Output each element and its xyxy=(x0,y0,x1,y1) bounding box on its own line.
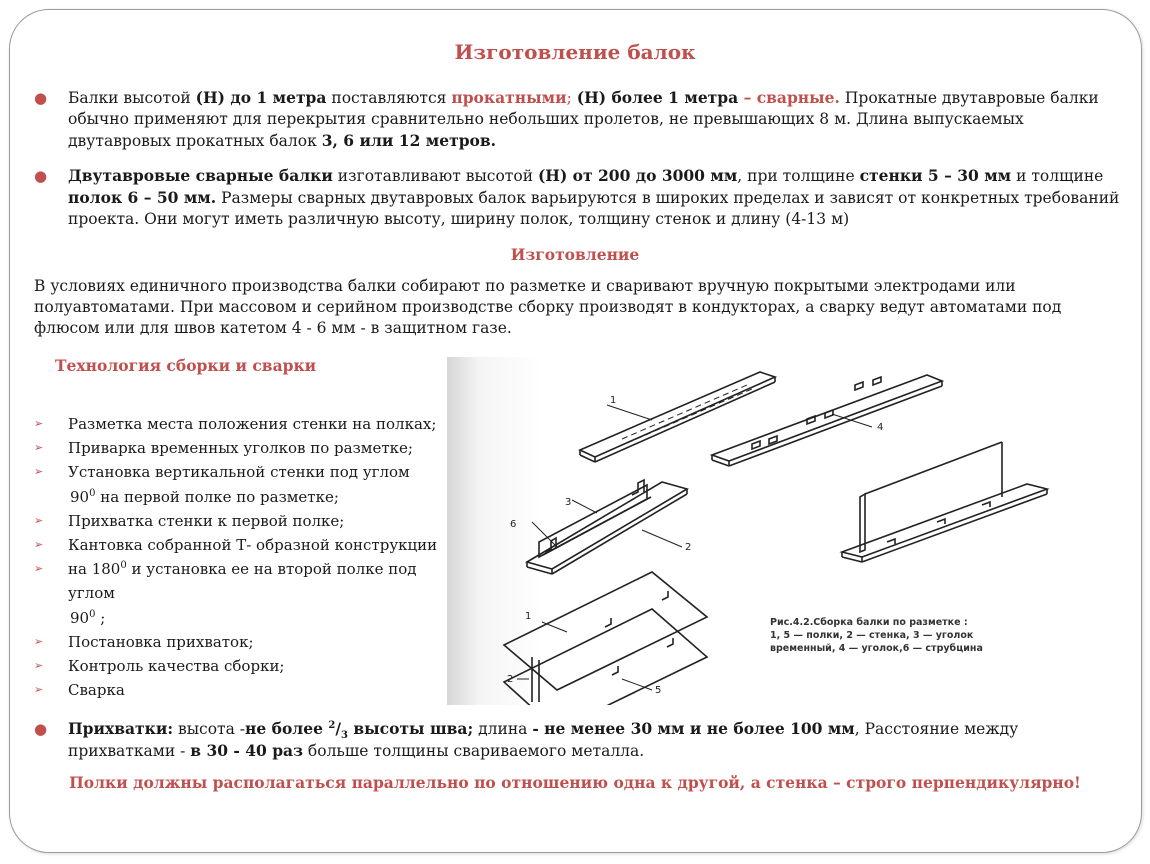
step-text: на 180 xyxy=(68,560,121,579)
step-text: и установка ее на второй полке под углом xyxy=(68,560,417,603)
slide-title: Изготовление балок xyxy=(454,40,696,64)
text-segment: ; xyxy=(566,89,577,107)
text-segment: , Расстояние между прихватками - xyxy=(68,720,1019,760)
bullet-paragraph-2 xyxy=(68,165,1123,230)
step-text: Кантовка собранной Т- образной конструкции xyxy=(68,536,438,555)
arrow-bullet-icon: ➢ xyxy=(34,683,44,697)
list-item xyxy=(34,557,454,605)
list-item xyxy=(34,436,454,460)
caption-line: Рис.4.2.Сборка балки по разметке : xyxy=(770,617,968,628)
text-segment: Двутавровые сварные балки xyxy=(68,166,333,185)
step-text: Сварка xyxy=(68,681,125,700)
arrow-bullet-icon: ➢ xyxy=(34,417,44,430)
list-item xyxy=(34,654,454,678)
section-title: Изготовление xyxy=(510,245,640,264)
arrow-bullet-icon: ➢ xyxy=(34,441,44,455)
text-segment: не более xyxy=(245,719,329,738)
superscript: 0 xyxy=(89,487,96,499)
arrow-bullet-icon: ➢ xyxy=(34,465,44,479)
text-segment: (Н) от 200 до 3000 мм xyxy=(537,166,738,185)
step-text: Прихватка стенки к первой полке; xyxy=(68,511,345,530)
label-5: 5 xyxy=(655,685,662,696)
text-segment: высоты шва; xyxy=(347,719,474,738)
list-item xyxy=(34,630,454,654)
label-3: 3 xyxy=(565,497,572,508)
arrow-bullet-icon: ➢ xyxy=(34,513,44,527)
text-segment: прокатными xyxy=(451,88,567,107)
step-text: ; xyxy=(95,608,106,627)
label-2: 2 xyxy=(685,542,692,553)
text-segment: / xyxy=(335,719,341,738)
label-2b: 2 xyxy=(507,674,514,685)
production-paragraph: В условиях единичного производства балки собирают по разметке и сваривают вручную покрытыми электродами или полуавтоматами. При массовом и серийном производстве сборку производят в кондукторах, а сварку ведут автоматами под флюсом или для швов катетом 4 - 6 мм - в защитном газе. xyxy=(34,277,1062,337)
round-bullet-icon: ● xyxy=(34,89,48,107)
label-1b: 1 xyxy=(525,611,532,622)
text-segment: полок 6 – 50 мм. xyxy=(68,188,217,207)
caption-line: временный, 4 — уголок,6 — струбцина xyxy=(770,643,983,654)
text-segment: – сварные. xyxy=(738,88,840,107)
superscript: 2 xyxy=(328,719,336,731)
text-segment: 3, 6 или 12 метров. xyxy=(321,131,497,150)
text-segment: (Н) более 1 метра xyxy=(576,88,739,107)
bullet-paragraph-1 xyxy=(68,87,1123,152)
text-segment: длина xyxy=(473,720,533,738)
list-item-continuation xyxy=(34,485,454,509)
step-text: 90 xyxy=(70,487,90,506)
list-item xyxy=(34,509,454,533)
caption-line: 1, 5 — полки, 2 — стенка, 3 — уголок xyxy=(770,630,974,641)
text-segment: , при толщине xyxy=(737,167,860,185)
text-segment: Размеры сварных двутавровых балок варьируются в широких пределах и зависят от конкретных требований проекта. Они могут иметь различную высоту, ширину полок, толщину стенок и длину (4-13 м) xyxy=(68,189,1120,228)
beam-assembly-figure xyxy=(447,357,1077,705)
subscript: 3 xyxy=(341,730,348,742)
list-item xyxy=(34,533,454,557)
superscript: 0 xyxy=(120,560,127,572)
label-6: 6 xyxy=(510,519,517,530)
text-segment: Прихватки: xyxy=(68,719,174,738)
round-bullet-icon: ● xyxy=(34,720,48,738)
steps-list xyxy=(34,412,454,702)
text-segment: и толщине xyxy=(1011,167,1104,185)
list-item xyxy=(34,460,454,484)
list-item-continuation xyxy=(34,606,454,630)
label-4: 4 xyxy=(877,422,884,433)
step-text: 90 xyxy=(70,608,90,627)
text-segment: Прокатные двутавровые балки обычно применяют для перекрытия сравнительно небольших пролетов, не превышающих 8 м. Длина выпускаемых двутавровых прокатных балок xyxy=(68,89,1099,150)
text-segment: изготавливают высотой xyxy=(332,167,538,185)
text-segment: высота - xyxy=(173,720,246,738)
text-segment: больше толщины свариваемого металла. xyxy=(302,742,645,760)
step-text: на первой полке по разметке; xyxy=(95,487,339,506)
arrow-bullet-icon: ➢ xyxy=(34,562,44,576)
tech-title: Технология сборки и сварки xyxy=(55,356,317,375)
step-text: Постановка прихваток; xyxy=(68,632,254,651)
arrow-bullet-icon: ➢ xyxy=(34,659,44,673)
text-segment: в 30 - 40 раз xyxy=(190,741,303,760)
step-text: Установка вертикальной стенки под углом xyxy=(68,463,410,482)
superscript: 0 xyxy=(89,608,96,620)
list-item xyxy=(34,412,454,436)
text-segment: Балки высотой xyxy=(68,89,196,107)
arrow-bullet-icon: ➢ xyxy=(34,538,44,552)
text-segment: (Н) до 1 метра xyxy=(195,88,327,107)
warning-text: Полки должны располагаться параллельно по отношению одна к другой, а стенка – строго перпендикулярно! xyxy=(69,773,1081,792)
arrow-bullet-icon: ➢ xyxy=(34,634,44,648)
step-text: Разметка места положения стенки на полках; xyxy=(68,415,437,433)
figure-caption xyxy=(770,617,983,654)
label-1: 1 xyxy=(610,395,617,406)
step-text: Контроль качества сборки; xyxy=(68,657,285,676)
text-segment: - не менее 30 мм и не более 100 мм xyxy=(532,719,855,738)
text-segment: стенки 5 – 30 мм xyxy=(859,166,1012,185)
text-segment: поставляются xyxy=(326,89,452,107)
step-text: Приварка временных уголков по разметке; xyxy=(68,439,413,458)
list-item xyxy=(34,678,454,702)
bullet-paragraph-3 xyxy=(68,718,1123,762)
round-bullet-icon: ● xyxy=(34,167,48,185)
